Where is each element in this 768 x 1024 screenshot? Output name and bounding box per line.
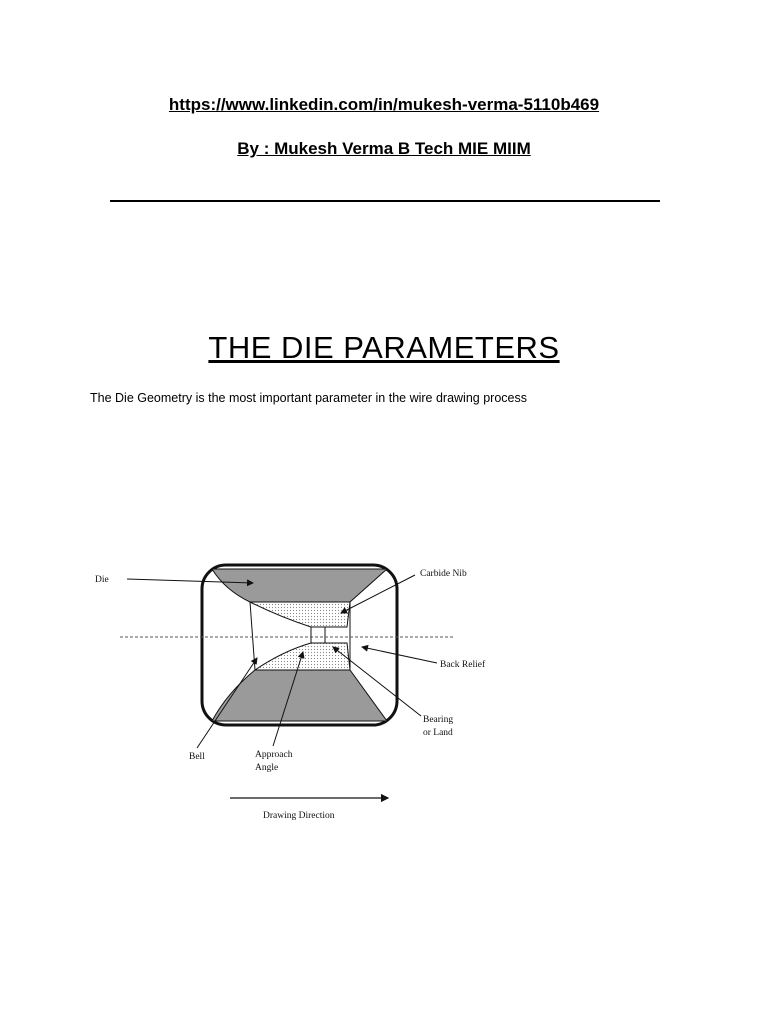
label-approach-2: Angle bbox=[255, 763, 279, 773]
linkedin-link[interactable]: https://www.linkedin.com/in/mukesh-verma-5110b469 bbox=[168, 95, 600, 114]
label-bearing-1: Bearing bbox=[423, 715, 454, 725]
label-bell: Bell bbox=[189, 752, 205, 762]
separator-line bbox=[110, 200, 660, 202]
label-carbide-nib: Carbide Nib bbox=[420, 569, 467, 579]
label-bearing-2: or Land bbox=[423, 728, 453, 738]
label-approach-1: Approach bbox=[255, 750, 293, 760]
label-drawing-direction: Drawing Direction bbox=[263, 811, 335, 821]
intro-paragraph: The Die Geometry is the most important parameter in the wire drawing process bbox=[90, 391, 527, 405]
page-title: THE DIE PARAMETERS bbox=[208, 330, 560, 365]
label-die: Die bbox=[95, 575, 109, 585]
label-back-relief: Back Relief bbox=[440, 660, 486, 670]
author-line: By : Mukesh Verma B Tech MIE MIIM bbox=[237, 139, 531, 158]
die-geometry-diagram bbox=[85, 555, 505, 830]
